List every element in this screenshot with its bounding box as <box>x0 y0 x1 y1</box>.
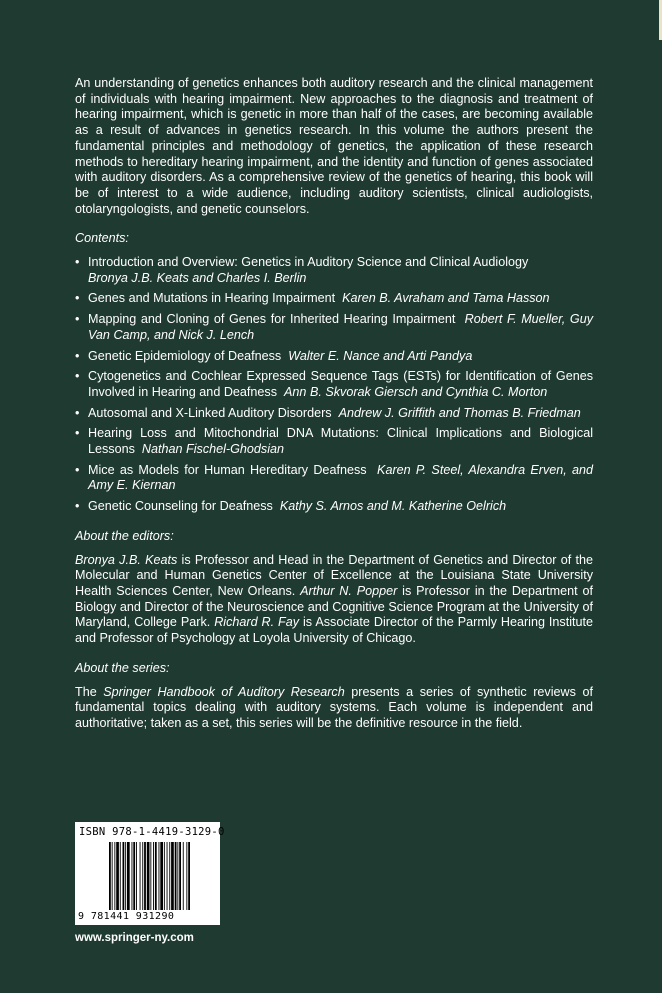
chapter-authors: Nathan Fischel-Ghodsian <box>141 442 285 457</box>
barcode-bar <box>177 842 178 910</box>
editor-description: is Associate Director of the Parmly Hearing Institute and Professor of Psychology at Loyola University of Chicago. <box>75 615 593 646</box>
barcode-bar <box>188 842 190 910</box>
chapter-title: Mapping and Cloning of Genes for Inherited Hearing Impairment <box>88 312 456 327</box>
chapter-authors: Robert F. Mueller, Guy Van Camp, and Nick J. Lench <box>88 312 593 342</box>
contents-list <box>75 255 593 515</box>
barcode-bar <box>183 842 184 910</box>
contents-item <box>75 291 593 307</box>
chapter-title: Cytogenetics and Cochlear Expressed Sequence Tags (ESTs) for Identification of Genes Involved in Hearing and Deafness <box>88 369 593 399</box>
barcode-bar <box>116 842 119 910</box>
contents-heading: Contents: <box>75 231 129 246</box>
contents-item <box>75 369 593 400</box>
barcode-bar <box>112 842 113 910</box>
chapter-authors: Ann B. Skvorak Giersch and Cynthia C. Morton <box>284 384 548 399</box>
editor-name: Richard R. Fay <box>214 615 300 630</box>
editor-name: Arthur N. Popper <box>300 583 398 598</box>
series-text: presents a series of synthetic reviews of fundamental topics dealing with auditory systems. Each volume is independent and authoritative; taken as a set, this series will be the definitive resource in the field. <box>75 684 593 730</box>
contents-item <box>75 426 593 457</box>
bullet-icon: • <box>75 369 80 384</box>
editors-paragraph <box>75 553 593 647</box>
barcode-bar <box>169 842 170 910</box>
barcode-bar <box>159 842 160 910</box>
bullet-icon: • <box>75 255 80 270</box>
barcode-number: 9 781441 931290 <box>78 911 175 922</box>
barcode-bar <box>164 842 165 910</box>
isbn-number: ISBN 978-1-4419-3129-0 <box>79 826 225 838</box>
chapter-authors: Karen P. Steel, Alexandra Erven, and Amy E. Kiernan <box>88 462 594 493</box>
contents-item <box>75 499 593 515</box>
chapter-title: Mice as Models for Human Hereditary Deafness <box>88 462 367 477</box>
barcode-bar <box>127 842 130 910</box>
series-text: The <box>75 684 104 699</box>
editor-description: is Professor and Head in the Department of Genetics and Director of the Molecular and Human Genetics Center of Excellence at the Louisiana State University Health Sciences Center, New Orleans. <box>75 552 593 598</box>
chapter-authors: Karen B. Avraham and Tama Hasson <box>342 291 550 306</box>
barcode-bar <box>123 842 125 910</box>
series-heading: About the series: <box>75 660 170 675</box>
barcode-bar <box>120 842 121 910</box>
bullet-icon: • <box>75 499 80 514</box>
barcode-bar <box>140 842 141 910</box>
barcode-bar <box>109 842 111 910</box>
barcode-bar <box>133 842 135 910</box>
barcode-bar <box>125 842 126 910</box>
chapter-authors: Bronya J.B. Keats and Charles I. Berlin <box>88 270 307 285</box>
chapter-title: Genetic Epidemiology of Deafness <box>88 348 282 363</box>
barcode-bar <box>150 842 151 910</box>
book-description: An understanding of genetics enhances both auditory research and the clinical management of individuals with hearing impairment. New approaches to the diagnosis and treatment of hearing impairment, which is genetic in more than half of the cases, are becoming available as a result of advances in genetics research. In this volume the authors present the fundamental principles and methodology of genetics, the application of these research methods to hereditary hearing impairment, and the identity and function of genes associated with auditory disorders. As a comprehensive review of the genetics of hearing, this book will be of interest to a wide audience, including auditory scientists, clinical audiologists, otolaryngologists, and genetic counselors. <box>75 76 593 216</box>
bullet-icon: • <box>75 462 80 477</box>
chapter-title: Hearing Loss and Mitochondrial DNA Mutations: Clinical Implications and Biological Lessons <box>88 426 593 457</box>
bullet-icon: • <box>75 312 80 327</box>
barcode-bar <box>171 842 174 910</box>
editor-description: is Professor in the Department of Biology and Director of the Neuroscience and Cognitive Science Program at the University of Maryland, College Park. <box>75 583 593 630</box>
bullet-icon: • <box>75 291 80 306</box>
contents-item <box>75 463 593 494</box>
chapter-title: Autosomal and X-Linked Auditory Disorders <box>88 405 332 420</box>
chapter-title: Genetic Counseling for Deafness <box>88 499 273 514</box>
barcode-bar <box>155 842 157 910</box>
chapter-authors: Kathy S. Arnos and M. Katherine Oelrich <box>279 499 507 514</box>
editors-heading: About the editors: <box>75 528 174 543</box>
bullet-icon: • <box>75 426 80 441</box>
publisher-url: www.springer-ny.com <box>75 932 194 944</box>
barcode-bar <box>147 842 150 910</box>
contents-item <box>75 406 593 422</box>
chapter-authors: Andrew J. Griffith and Thomas B. Friedman <box>338 405 581 420</box>
barcode-bar <box>175 842 177 910</box>
barcode-bar <box>136 842 137 910</box>
barcode-bar <box>132 842 133 910</box>
barcode-bar <box>153 842 154 910</box>
isbn-barcode <box>75 822 225 925</box>
barcode-bar <box>167 842 168 910</box>
chapter-title: Introduction and Overview: Genetics in Auditory Science and Clinical Audiology <box>88 255 529 270</box>
chapter-title: Genes and Mutations in Hearing Impairment <box>88 291 336 306</box>
barcode-bar <box>144 842 146 910</box>
barcode-bar <box>114 842 115 910</box>
barcode-bar <box>186 842 187 910</box>
bullet-icon: • <box>75 405 80 420</box>
back-cover-text <box>75 76 593 732</box>
contents-item <box>75 349 593 365</box>
contents-item <box>75 312 593 343</box>
barcode-bars <box>109 842 217 912</box>
barcode-bar <box>179 842 181 910</box>
editor-name: Bronya J.B. Keats <box>75 552 178 567</box>
series-paragraph <box>75 685 593 732</box>
contents-item <box>75 255 593 286</box>
bullet-icon: • <box>75 348 80 363</box>
barcode-bar <box>142 842 143 910</box>
barcode-bar <box>160 842 163 910</box>
chapter-authors: Walter E. Nance and Arti Pandya <box>288 348 473 363</box>
series-title: Springer Handbook of Auditory Research <box>103 684 345 699</box>
